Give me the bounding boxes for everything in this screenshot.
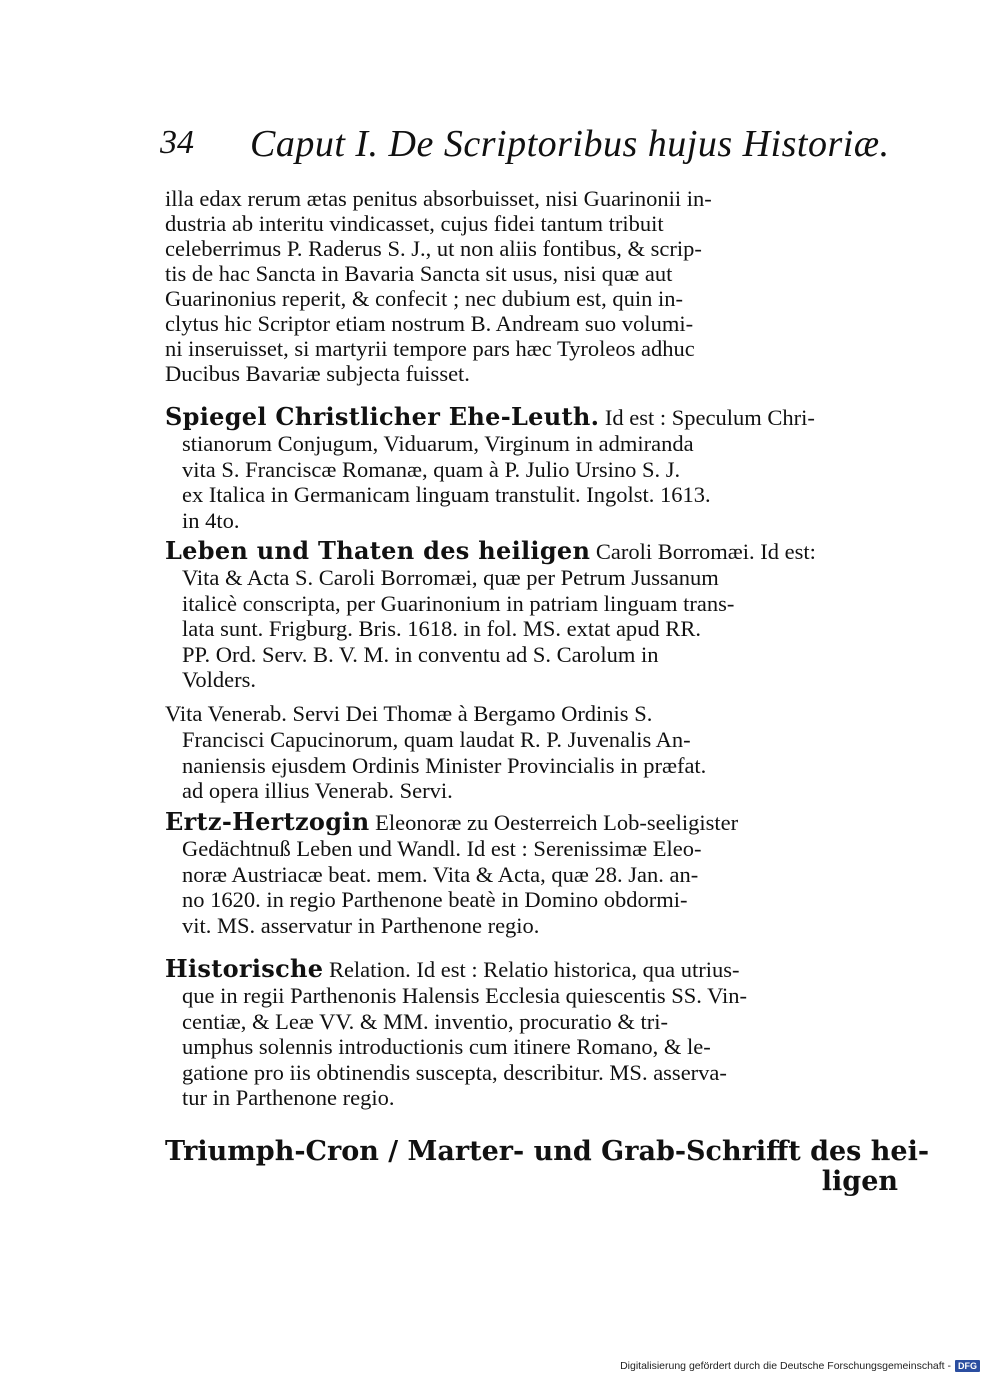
final-heading: Triumph-Cron / Marter- und Grab-Schrifft des hei- — [165, 1136, 930, 1167]
entry-lead: Relation. Id est : Relatio historica, qua utrius- — [323, 957, 740, 982]
body-text — [165, 186, 930, 1197]
final-heading-block — [165, 1136, 930, 1197]
entry-title: Spiegel Christlicher Ehe-Leuth. — [165, 402, 600, 431]
bibliography-entry — [165, 956, 747, 1111]
entry-text: que in regii Parthenonis Halensis Ecclesia quiescentis SS. Vin- centiæ, & Leæ VV. & MM. inventio, procuratio & tri- umphus solennis introductionis cum itinere Romano, & le- gatione pro iis obtinendis suscepta, describitur. MS. asserva- tur in Parthenone regio. — [182, 983, 748, 1110]
bibliography-entry — [165, 404, 815, 533]
running-title: Caput I. De Scriptoribus hujus Historiæ. — [250, 123, 890, 165]
catchword: ligen — [821, 1166, 898, 1197]
entry-lead: Eleonoræ zu Oesterreich Lob-seeligister — [369, 810, 739, 835]
entry-lead: Id est : Speculum Chri- — [599, 405, 815, 430]
entry-text: stianorum Conjugum, Viduarum, Virginum in admiranda vita S. Franciscæ Romanæ, quam à P. Julio Ursino S. J. ex Italica in Germanicam linguam transtulit. Ingolst. 1613. in 4to. — [182, 431, 711, 533]
digitization-footer — [620, 1357, 980, 1375]
entry-title: Leben und Thaten des heiligen — [165, 536, 591, 565]
entry-lead: Vita Venerab. Servi Dei Thomæ à Bergamo Ordinis S. — [165, 701, 653, 726]
footer-credit: Digitalisierung gefördert durch die Deutsche Forschungsgemeinschaft - — [620, 1360, 951, 1372]
entry-text: Vita & Acta S. Caroli Borromæi, quæ per Petrum Jussanum italicè conscripta, per Guarinonium in patriam linguam trans- lata sunt. Frigburg. Bris. 1618. in fol. MS. extat apud RR. PP. Ord. Serv. B. V. M. in conventu ad S. Carolum in Volders. — [182, 565, 735, 692]
dfg-logo-icon: DFG — [955, 1360, 980, 1372]
entry-lead: Caroli Borromæi. Id est: — [590, 539, 816, 564]
entry-title: Ertz-Hertzogin — [165, 807, 370, 836]
page-header — [160, 118, 900, 178]
bibliography-entry — [165, 809, 738, 938]
entry-text: Gedächtnuß Leben und Wandl. Id est : Serenissimæ Eleo- noræ Austriacæ beat. mem. Vita & Acta, quæ 28. Jan. an- no 1620. in regio Parthenone beatè in Domino obdormi- vit. MS. asservatur in Parthenone regio. — [182, 836, 702, 938]
entry-title: Historische — [165, 954, 324, 983]
opening-paragraph: illa edax rerum ætas penitus absorbuisset, nisi Guarinonii in- dustria ab interitu vindicasset, cujus fidei tantum tribuit celeberrimus P. Raderus S. J., ut non aliis fontibus, & scrip- tis de hac Sancta in Bavaria Sancta sit usus, nisi quæ aut Guarinonius reperit, & confecit ; nec dubium est, quin in- clytus hic Scriptor etiam nostrum B. Andream suo volumi- ni inseruisset, si martyrii tempore pars hæc Tyroleos adhuc Ducibus Bavariæ subjecta fuisset. — [165, 186, 712, 386]
entry-text: Francisci Capucinorum, quam laudat R. P. Juvenalis An- naniensis ejusdem Ordinis Minister Provincialis in præfat. ad opera illius Venerab. Servi. — [182, 727, 707, 803]
page-number: 34 — [160, 124, 194, 161]
bibliography-entry — [165, 701, 706, 804]
bibliography-entry — [165, 538, 816, 693]
